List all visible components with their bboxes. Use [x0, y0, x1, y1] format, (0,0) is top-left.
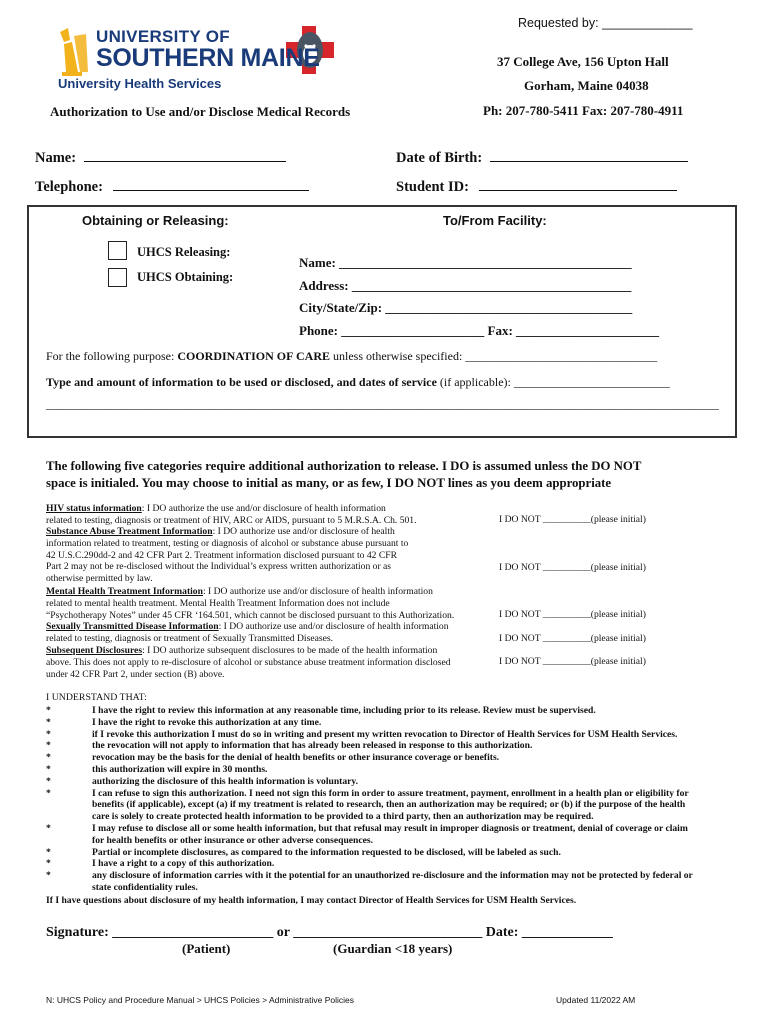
understand-text: I can refuse to sign this authorization. I need not sign this form in order to assure treatment, payment, enrollment in a health plan or eligibility for — [92, 787, 689, 799]
purpose-line[interactable] — [46, 349, 657, 364]
dob-label: Date of Birth: — [396, 150, 483, 166]
telephone-field[interactable] — [35, 176, 309, 196]
understand-text: if I revoke this authorization I must do so in writing and present my written revocation to Director of Health Services for USM Health Services. — [92, 728, 678, 740]
understand-text: care is solely to create protected health information to be provided to a third party, then an authorization may be required. — [92, 811, 594, 823]
type-line-2[interactable]: ____________________________________________________________________________________________________________________ — [46, 397, 719, 411]
category-text: 42 U.S.C.290dd-2 and 42 CFR Part 2. Treatment information disclosed pursuant to 42 CFR — [46, 549, 397, 561]
bullet-star: * — [46, 787, 51, 799]
facility-address-field[interactable]: Address: ___________________________________________ — [299, 278, 632, 293]
student-id-field[interactable] — [396, 176, 677, 196]
obtaining-label: UHCS Obtaining: — [137, 270, 234, 284]
categories-intro-1: The following five categories require additional authorization to release. I DO is assumed unless the DO NOT — [46, 459, 642, 473]
category-title: Mental Health Treatment Information — [46, 586, 203, 597]
bullet-star: * — [46, 740, 51, 752]
category-text: related to testing, diagnosis or treatment of Sexually Transmitted Diseases. — [46, 632, 333, 644]
student-id-line[interactable] — [479, 176, 677, 191]
telephone-label: Telephone: — [35, 179, 103, 195]
category-text: : I DO authorize use and/or disclosure of health information — [218, 621, 449, 632]
category-text: “Psychotherapy Notes” under 45 CFR ‘164.501, which cannot be disclosed pursuant to this Authorization. — [46, 609, 455, 621]
category-title: HIV status information — [46, 503, 142, 514]
footer-path: N: UHCS Policy and Procedure Manual > UHCS Policies > Administrative Policies — [46, 995, 355, 1005]
category-subsequent — [46, 645, 451, 680]
understand-text: any disclosure of information carries with it the potential for an unauthorized re-disclosure and the information may not be protected by federal or — [92, 870, 693, 882]
understand-text: this authorization will expire in 30 months. — [92, 763, 268, 775]
type-line[interactable] — [46, 375, 670, 390]
bullet-star: * — [46, 728, 51, 740]
purpose-suffix: unless otherwise specified: ________________________________ — [330, 349, 658, 363]
student-id-label: Student ID: — [396, 179, 469, 195]
category-text: : I DO authorize subsequent disclosures to be made of the health information — [142, 645, 438, 656]
initial-subsequent[interactable]: I DO NOT __________(please initial) — [499, 656, 646, 667]
phone-fax: Ph: 207-780-5411 Fax: 207-780-4911 — [483, 103, 684, 118]
bullet-star: * — [46, 775, 51, 787]
bullet-star: * — [46, 763, 51, 775]
understand-text: Partial or incomplete disclosures, as compared to the information requested to be disclosed, will be labeled as such. — [92, 846, 561, 858]
understand-text: I have the right to revoke this authorization at any time. — [92, 716, 322, 728]
understand-text: I have the right to review this information at any reasonable time, including prior to its release. Review must be supervised. — [92, 705, 596, 716]
category-mental-health — [46, 586, 454, 621]
facility-phone-field[interactable]: Phone: ______________________ Fax: ______________________ — [299, 323, 660, 338]
category-text: otherwise permitted by law. — [46, 573, 153, 585]
purpose-prefix: For the following purpose: — [46, 349, 178, 363]
category-title: Sexually Transmitted Disease Information — [46, 621, 219, 632]
facility-city-field[interactable]: City/State/Zip: ______________________________________ — [299, 300, 633, 315]
category-substance — [46, 526, 408, 585]
address-line-1: 37 College Ave, 156 Upton Hall — [497, 54, 669, 69]
bullet-star: * — [46, 870, 51, 882]
footer-updated: Updated 11/2022 AM — [556, 995, 636, 1005]
category-hiv — [46, 503, 417, 527]
logo-southern-maine: SOUTHERN MAINE — [96, 44, 320, 72]
type-suffix: (if applicable): __________________________ — [436, 375, 670, 389]
initial-hiv[interactable]: I DO NOT __________(please initial) — [499, 514, 646, 525]
type-bold: Type and amount of information to be used or disclosed, and dates of service — [46, 375, 437, 389]
logo-health-services: University Health Services — [58, 76, 222, 91]
category-text: : I DO authorize use and/or disclosure of health information — [202, 586, 433, 597]
categories-intro-2: space is initialed. You may choose to initial as many, or as few, I DO NOT lines as you deem appropriate — [46, 476, 612, 490]
understand-text: the revocation will not apply to information that has already been released in response to this authorization. — [92, 740, 533, 752]
understand-text: authorizing the disclosure of this health information is voluntary. — [92, 775, 359, 787]
category-text: related to testing, diagnosis or treatment of HIV, ARC or AIDS, pursuant to 5 M.R.S.A. Ch. 501. — [46, 514, 417, 526]
purpose-bold: COORDINATION OF CARE — [177, 349, 330, 363]
bullet-star: * — [46, 752, 51, 764]
dob-line[interactable] — [490, 147, 688, 162]
understand-text: I have a right to a copy of this authorization. — [92, 858, 275, 870]
category-text: above. This does not apply to re-disclosure of alcohol or substance abuse treatment information disclosed — [46, 656, 451, 668]
obtaining-header: Obtaining or Releasing: — [82, 213, 229, 228]
understand-text: for health benefits or other insurance or other adverse consequences. — [92, 834, 374, 846]
logo-university-of: UNIVERSITY OF — [96, 27, 230, 46]
initial-std[interactable]: I DO NOT __________(please initial) — [499, 633, 646, 644]
form-title: Authorization to Use and/or Disclose Medical Records — [50, 104, 351, 119]
dob-field[interactable] — [396, 147, 688, 167]
bullet-star: * — [46, 716, 51, 728]
signature-line[interactable]: Signature: _______________________ or ___________________________ Date: _____________ — [46, 925, 613, 940]
releasing-checkbox[interactable] — [108, 241, 127, 260]
initial-mental-health[interactable]: I DO NOT __________(please initial) — [499, 609, 646, 620]
facility-name-field[interactable]: Name: _____________________________________________ — [299, 255, 632, 270]
requested-by: Requested by: _____________ — [518, 16, 693, 30]
understand-text: revocation may be the basis for the denial of health benefits or other insurance coverage or benefits. — [92, 752, 500, 764]
signature-guardian: (Guardian <18 years) — [333, 941, 453, 956]
releasing-label: UHCS Releasing: — [137, 245, 231, 259]
category-std — [46, 621, 449, 645]
category-text: under 42 CFR Part 2, under section (B) above. — [46, 668, 225, 680]
address-line-2: Gorham, Maine 04038 — [524, 78, 649, 93]
understand-heading: I UNDERSTAND THAT: — [46, 692, 147, 703]
name-label: Name: — [35, 150, 77, 166]
bullet-star: * — [46, 822, 51, 834]
bullet-star: * — [46, 846, 51, 858]
category-title: Substance Abuse Treatment Information — [46, 526, 213, 537]
initial-substance[interactable]: I DO NOT __________(please initial) — [499, 562, 646, 573]
facility-header: To/From Facility: — [443, 213, 547, 228]
signature-patient: (Patient) — [182, 941, 231, 956]
category-title: Subsequent Disclosures — [46, 645, 143, 656]
understand-text: state confidentiality rules. — [92, 881, 198, 893]
category-text: Part 2 may not be re-disclosed without the Individual’s express written authorization or as — [46, 561, 392, 573]
bullet-star: * — [46, 858, 51, 870]
category-text: : I DO authorize the use and/or disclosure of health information — [141, 503, 386, 514]
understand-text: I may refuse to disclose all or some health information, but that refusal may result in improper diagnosis or treatment, denial of coverage or claim — [92, 822, 688, 834]
category-text: : I DO authorize use and/or disclosure of health — [212, 526, 395, 537]
understand-text: benefits (if applicable), except (a) if my treatment is related to research, then an authorization may be required; or (b) if the purpose of the health — [92, 799, 686, 811]
name-line[interactable] — [84, 147, 286, 162]
category-text: related to mental health treatment. Mental Health Treatment Information does not include — [46, 597, 390, 609]
name-field[interactable] — [35, 147, 286, 167]
obtaining-checkbox[interactable] — [108, 268, 127, 287]
telephone-line[interactable] — [113, 176, 309, 191]
bullet-star: * — [46, 705, 51, 716]
closing-statement: If I have questions about disclosure of my health information, I may contact Director of Health Services for USM Health Services. — [46, 895, 577, 906]
category-text: information related to treatment, testing or diagnosis of alcohol or substance abuse pursuant to — [46, 537, 409, 549]
